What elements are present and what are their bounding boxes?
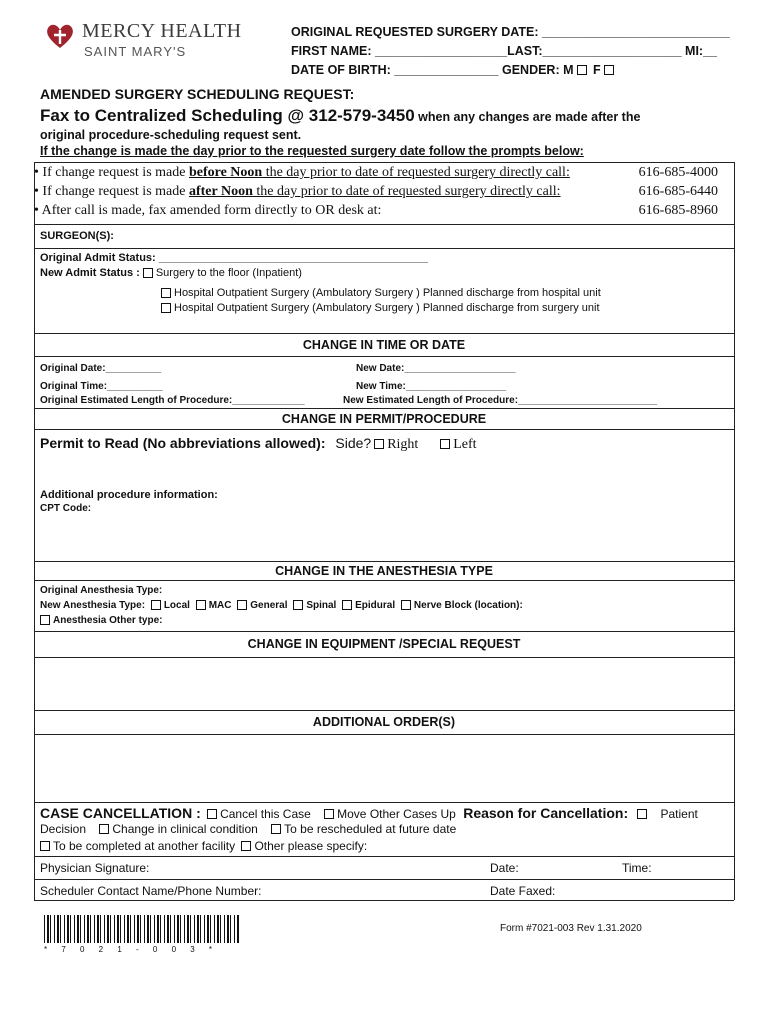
spinal-checkbox[interactable]: [293, 600, 303, 610]
physician-signature-field[interactable]: Physician Signature:: [40, 861, 150, 875]
new-admit-status-label: New Admit Status :: [40, 267, 140, 279]
divider: [34, 802, 734, 803]
move-cases-checkbox[interactable]: [324, 809, 334, 819]
permit-title: CHANGE IN PERMIT/PROCEDURE: [281, 412, 487, 426]
anesthesia-other-label: Anesthesia Other type:: [53, 615, 163, 627]
bullet-pre: If change request is made: [42, 165, 189, 180]
date-faxed-field[interactable]: Date Faxed:: [490, 884, 556, 898]
divider: [34, 356, 734, 357]
other-facility-checkbox[interactable]: [40, 841, 50, 851]
anesthesia-title: CHANGE IN THE ANESTHESIA TYPE: [275, 564, 493, 578]
bullet-emphasis: before Noon: [188, 165, 263, 180]
bullet-dot-icon: •: [34, 165, 39, 180]
anesthesia-option: General: [250, 600, 288, 612]
side-label: Side?: [335, 435, 372, 451]
permit-label: Permit to Read (No abbreviations allowed):: [40, 435, 326, 451]
bullet-after-noon: [34, 184, 724, 200]
new-date-field[interactable]: New Date:____________________: [356, 363, 516, 374]
inpatient-checkbox[interactable]: [143, 268, 153, 278]
bullet-post: the day prior to date of requested surgery directly call:: [252, 184, 561, 199]
cancellation-row-1: [40, 805, 730, 821]
other-facility-label: To be completed at another facility: [53, 839, 236, 853]
reason-label: Reason for Cancellation:: [463, 805, 629, 821]
bullet-pre: After call is made, fax amended form directly to OR desk at:: [41, 203, 382, 218]
amended-request-title: AMENDED SURGERY SCHEDULING REQUEST:: [40, 86, 355, 102]
cancellation-row-2: [40, 822, 456, 836]
fax-line-2: original procedure-scheduling request sent.: [40, 128, 302, 142]
left-checkbox[interactable]: [440, 439, 450, 449]
outpatient-hospital-checkbox[interactable]: [161, 288, 171, 298]
outpatient-surgery-row: [158, 302, 600, 314]
table-left-border: [34, 162, 35, 900]
barcode-icon: [44, 915, 240, 943]
divider: [34, 879, 734, 880]
divider: [34, 856, 734, 857]
anesthesia-other-row: [37, 615, 162, 626]
divider: [34, 580, 734, 581]
divider: [34, 429, 734, 430]
right-checkbox[interactable]: [374, 439, 384, 449]
cancellation-row-3: [37, 839, 367, 853]
reschedule-label: To be rescheduled at future date: [284, 822, 457, 836]
original-length-field[interactable]: Original Estimated Length of Procedure:_____________: [40, 395, 305, 406]
general-checkbox[interactable]: [237, 600, 247, 610]
scheduler-contact-field[interactable]: Scheduler Contact Name/Phone Number:: [40, 884, 262, 898]
divider: [34, 248, 734, 249]
fax-heading-tail: when any changes are made after the: [414, 110, 641, 124]
outpatient-hospital-row: [158, 287, 601, 299]
bullet-dot-icon: •: [34, 203, 39, 218]
inpatient-option: Surgery to the floor (Inpatient): [155, 267, 302, 279]
bullet-before-noon: [34, 165, 724, 181]
epidural-checkbox[interactable]: [342, 600, 352, 610]
divider: [34, 734, 734, 735]
local-checkbox[interactable]: [151, 600, 161, 610]
new-length-field[interactable]: New Estimated Length of Procedure:_________________________: [343, 395, 658, 406]
table-right-border: [734, 162, 735, 900]
clinical-checkbox[interactable]: [99, 824, 109, 834]
outpatient-surgery-checkbox[interactable]: [161, 303, 171, 313]
left-label: Left: [453, 437, 477, 452]
anesthesia-option: Local: [163, 600, 190, 612]
divider: [34, 561, 734, 562]
anesthesia-option: Nerve Block (location):: [413, 600, 523, 612]
patient-label: Patient: [660, 807, 698, 821]
patient-decision-checkbox[interactable]: [637, 809, 647, 819]
phone-number: 616-685-4000: [638, 165, 718, 180]
bullet-emphasis: after Noon: [188, 184, 253, 199]
divider: [34, 710, 734, 711]
additional-procedure-label: Additional procedure information:: [40, 489, 218, 501]
divider: [34, 224, 734, 225]
time-date-title: CHANGE IN TIME OR DATE: [302, 338, 466, 352]
permit-row: [40, 435, 477, 453]
decision-label: Decision: [40, 822, 87, 836]
reschedule-checkbox[interactable]: [271, 824, 281, 834]
date-field[interactable]: Date:: [490, 861, 519, 875]
dob-gender-fields[interactable]: [291, 63, 617, 77]
anesthesia-option: Epidural: [355, 600, 396, 612]
gender-m-checkbox[interactable]: [577, 65, 587, 75]
cancel-case-checkbox[interactable]: [207, 809, 217, 819]
anesthesia-option: Spinal: [306, 600, 337, 612]
anesthesia-other-checkbox[interactable]: [40, 615, 50, 625]
anesthesia-option: MAC: [208, 600, 232, 612]
table-bottom-border: [34, 900, 734, 901]
surgeon-label: SURGEON(S):: [40, 230, 114, 242]
new-admit-status-row: [40, 267, 302, 279]
other-specify-checkbox[interactable]: [241, 841, 251, 851]
original-surgery-date-field[interactable]: ORIGINAL REQUESTED SURGERY DATE: ___________________________: [291, 25, 730, 39]
outpatient-hospital-option: Hospital Outpatient Surgery (Ambulatory Surgery ) Planned discharge from hospital unit: [174, 287, 601, 299]
bullet-fax-or: [34, 203, 724, 219]
gender-f-checkbox[interactable]: [604, 65, 614, 75]
outpatient-surgery-option: Hospital Outpatient Surgery (Ambulatory Surgery ) Planned discharge from surgery unit: [174, 302, 600, 314]
original-date-field[interactable]: Original Date:__________: [40, 363, 162, 374]
equipment-title: CHANGE IN EQUIPMENT /SPECIAL REQUEST: [247, 637, 521, 651]
divider: [34, 408, 734, 409]
dob-label: DATE OF BIRTH: _______________ GENDER: M: [291, 63, 574, 77]
move-cases-label: Move Other Cases Up: [337, 807, 456, 821]
right-label: Right: [387, 437, 419, 452]
original-admit-status-field[interactable]: Original Admit Status: ____________________________________________: [40, 252, 428, 264]
original-anesthesia-label: Original Anesthesia Type:: [40, 585, 163, 596]
nerve-block-checkbox[interactable]: [401, 600, 411, 610]
bullet-pre: If change request is made: [42, 184, 189, 199]
barcode-text: * 7 0 2 1 - 0 0 3 *: [44, 945, 219, 954]
logo-name: MERCY HEALTH: [82, 20, 242, 42]
mac-checkbox[interactable]: [196, 600, 206, 610]
form-number: Form #7021-003 Rev 1.31.2020: [500, 923, 642, 934]
orders-title: ADDITIONAL ORDER(S): [312, 715, 456, 729]
fax-instructions: [40, 106, 740, 126]
other-specify-label: Other please specify:: [254, 839, 368, 853]
mercy-health-logo-icon: [44, 22, 76, 50]
clinical-label: Change in clinical condition: [112, 822, 258, 836]
bullet-post: the day prior to date of requested surgery directly call:: [262, 165, 570, 180]
new-anesthesia-label: New Anesthesia Type:: [40, 600, 146, 612]
divider: [34, 657, 734, 658]
new-anesthesia-row: [40, 600, 523, 611]
divider: [34, 631, 734, 632]
phone-number: 616-685-8960: [638, 203, 718, 218]
original-time-field[interactable]: Original Time:__________: [40, 381, 163, 392]
fax-line-3: If the change is made the day prior to the requested surgery date follow the prompts below:: [40, 144, 584, 158]
cancellation-label: CASE CANCELLATION :: [40, 805, 201, 821]
cpt-code-label: CPT Code:: [40, 503, 92, 514]
time-field[interactable]: Time:: [622, 861, 652, 875]
phone-number: 616-685-6440: [638, 184, 718, 199]
barcode: [44, 915, 244, 955]
logo: [44, 20, 264, 64]
bullet-dot-icon: •: [34, 184, 39, 199]
patient-name-fields[interactable]: FIRST NAME: ___________________LAST:____________________ MI:__: [291, 44, 717, 58]
divider: [34, 333, 734, 334]
table-top-border: [34, 162, 734, 163]
cancel-case-label: Cancel this Case: [220, 807, 311, 821]
logo-subtitle: SAINT MARY'S: [84, 44, 187, 59]
fax-heading: Fax to Centralized Scheduling @ 312-579-3450: [40, 106, 415, 125]
new-time-field[interactable]: New Time:__________________: [356, 381, 506, 392]
gender-f-label: F: [593, 63, 601, 77]
